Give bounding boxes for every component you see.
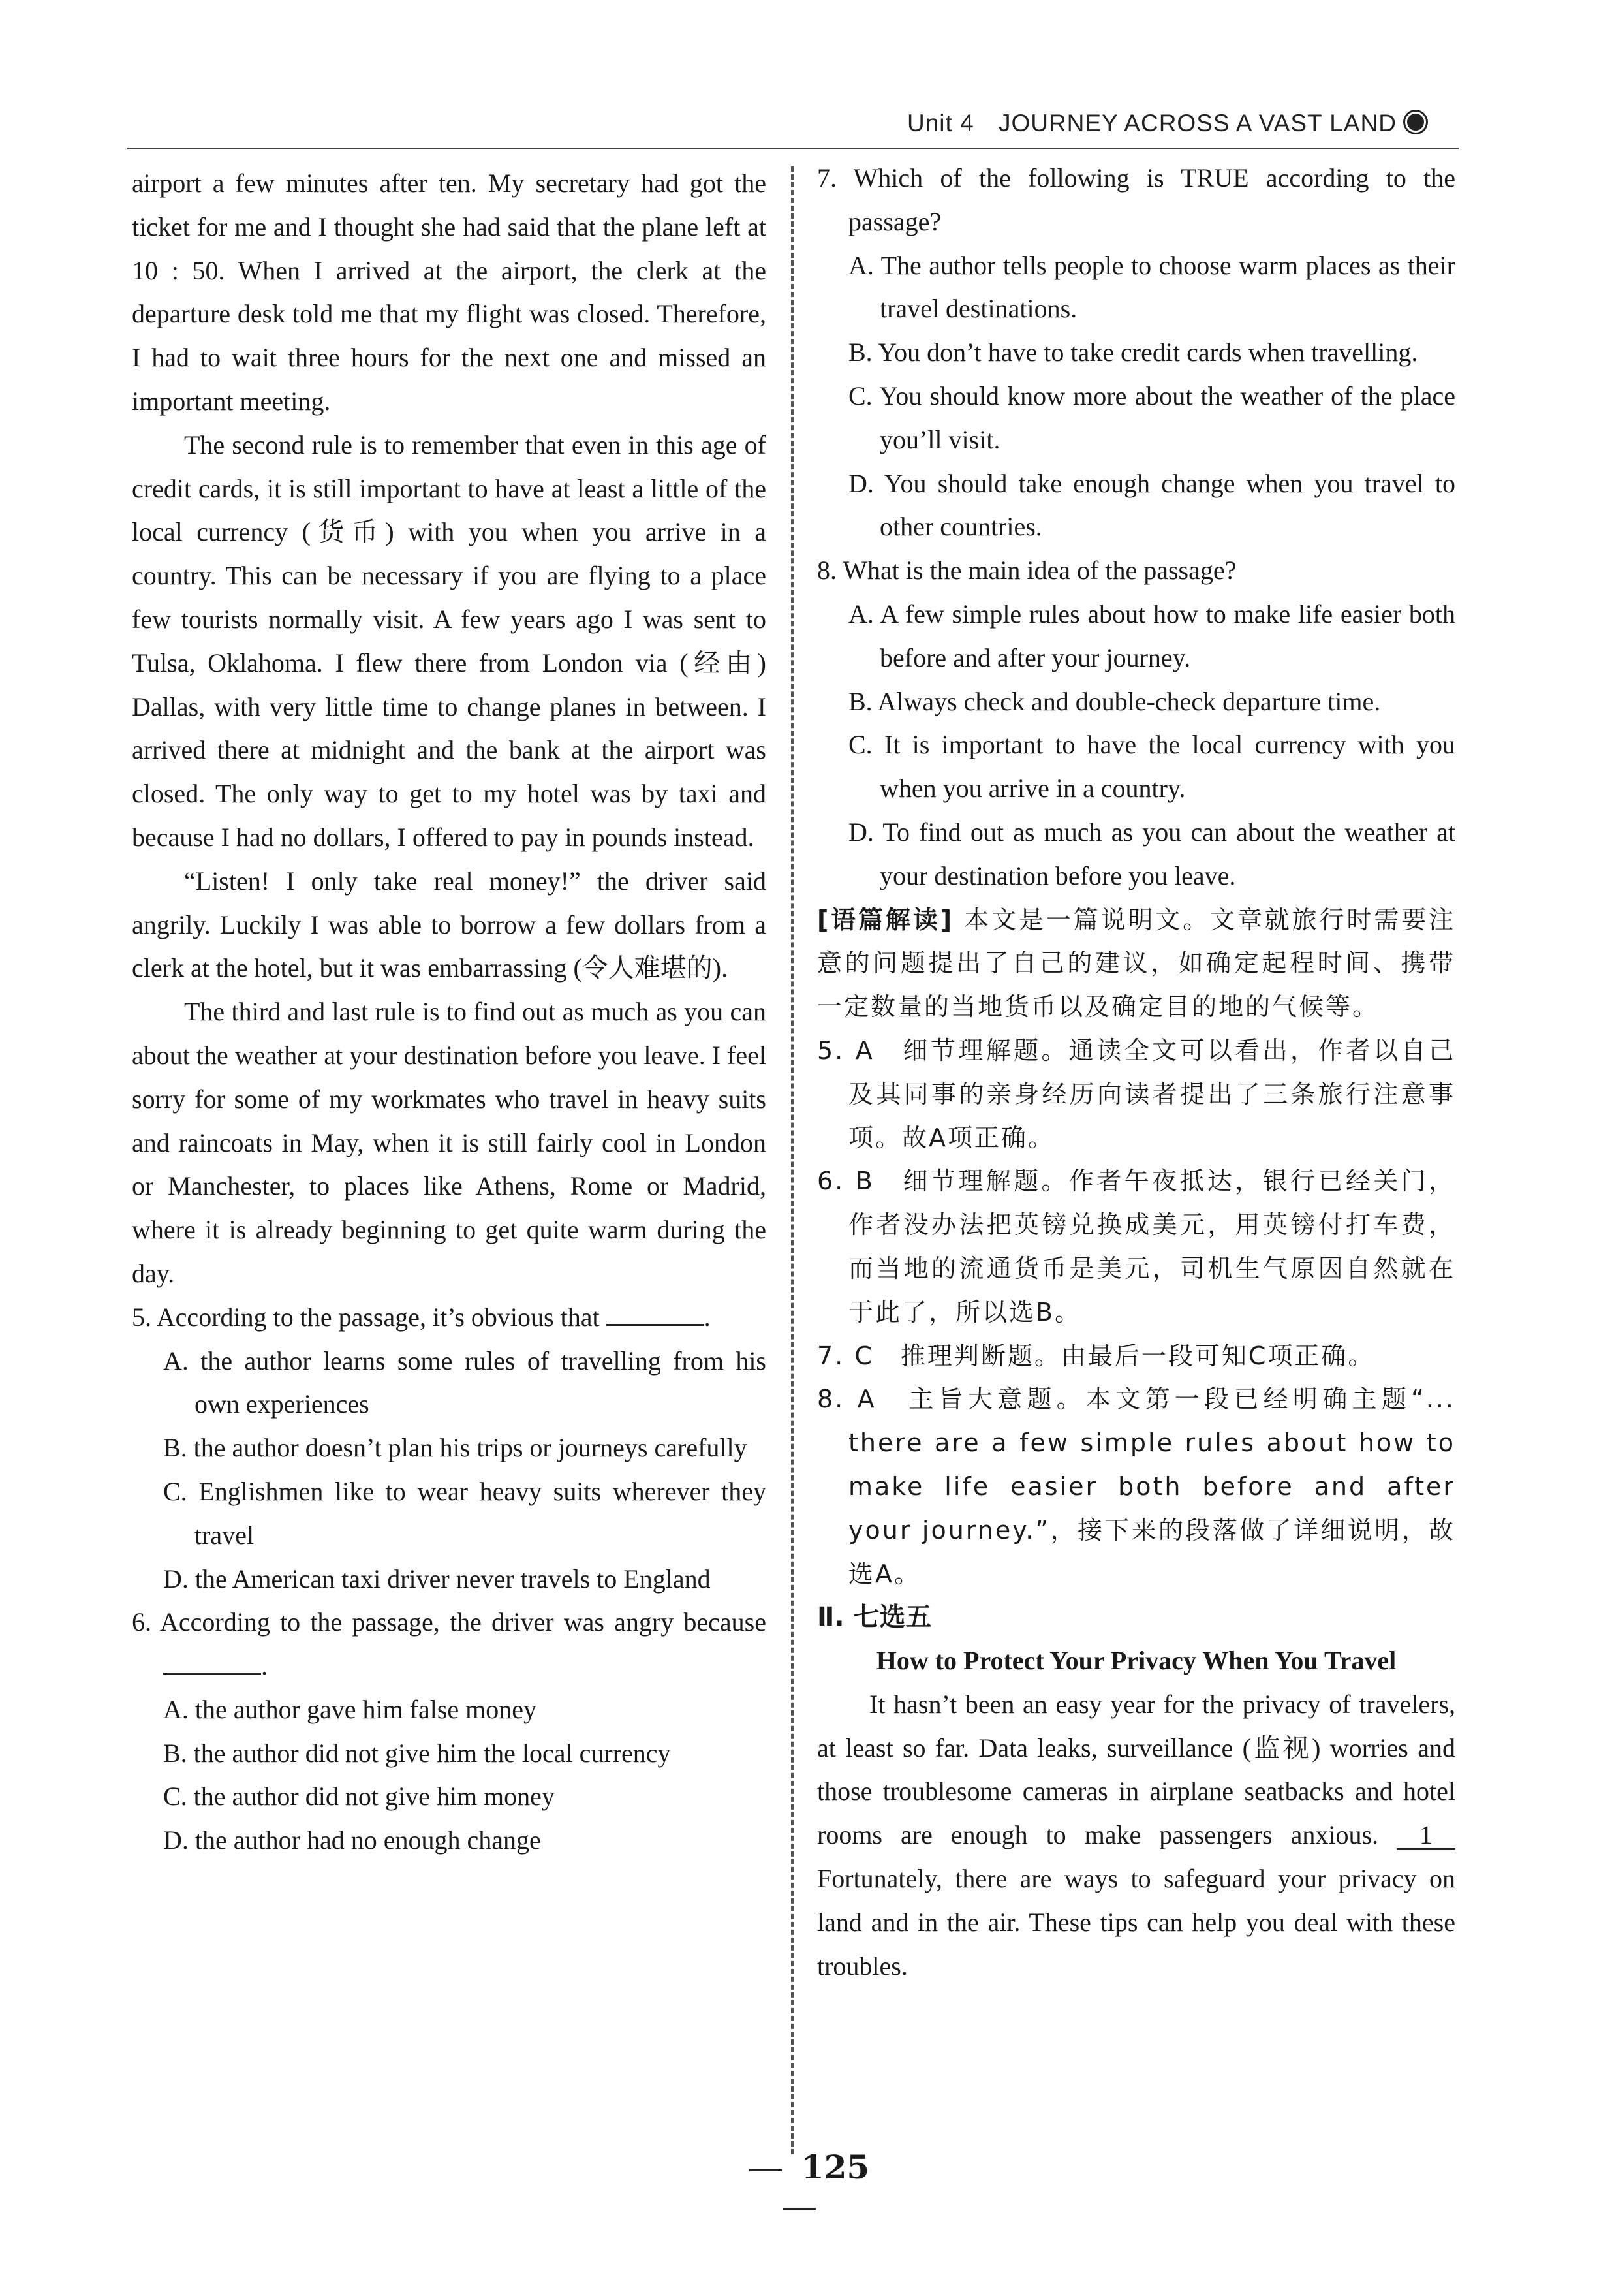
passage-analysis bbox=[817, 898, 1455, 1029]
question-5-option-b: B. the author doesn’t plan his trips or journeys carefully bbox=[163, 1433, 747, 1463]
running-header bbox=[907, 110, 1442, 137]
right-column bbox=[817, 157, 1455, 1988]
bullet-icon bbox=[1405, 112, 1426, 133]
header-rule bbox=[127, 148, 1459, 149]
section-heading: Ⅱ. 七选五 bbox=[817, 1602, 932, 1633]
question-6: 6. According to the passage, the driver was angry because . bbox=[132, 1607, 766, 1681]
article-paragraph: It hasn’t been an easy year for the privacy of travelers, at least so far. Data leaks, surveillance (监视) worries and those troublesome cameras in airplane seatbacks and hotel rooms are enough to make passengers anxious. 1 Fortunately, there are ways to safeguard your privacy on land and in the air. These tips can help you deal with these troubles. bbox=[817, 1689, 1455, 1981]
question-5-option-c: C. Englishmen like to wear heavy suits wherever they travel bbox=[163, 1476, 766, 1550]
paragraph-2: The second rule is to remember that even in this age of credit cards, it is still important to have at least a little of the local currency (货币) with you when you arrive in a country. This can be necessary if you are flying to a place few tourists normally visit. A few years ago I was sent to Tulsa, Oklahoma. I flew there from London via (经由) Dallas, with very little time to change planes in between. I arrived there at midnight and the bank at the airport was closed. The only way to get to my hotel was by taxi and because I had no dollars, I offered to pay in pounds instead. bbox=[132, 430, 766, 852]
question-6-option-d: D. the author had no enough change bbox=[163, 1825, 541, 1855]
question-8-option-a: A. A few simple rules about how to make life easier both before and after your journey. bbox=[848, 599, 1455, 672]
question-6-option-c: C. the author did not give him money bbox=[163, 1782, 555, 1812]
question-5-option-d: D. the American taxi driver never travels to England bbox=[163, 1564, 711, 1594]
answer-5: 5. A 细节理解题。通读全文可以看出，作者以自己及其同事的亲身经历向读者提出了三条旅行注意事项。故A项正确。 bbox=[817, 1035, 1455, 1152]
question-7-option-b: B. You don’t have to take credit cards when travelling. bbox=[848, 338, 1418, 368]
article-title: How to Protect Your Privacy When You Travel bbox=[876, 1646, 1397, 1676]
answer-blank bbox=[606, 1300, 704, 1326]
paragraph-3: “Listen! I only take real money!” the driver said angrily. Luckily I was able to borrow a few dollars from a clerk at the hotel, but it was embarrassing (令人难堪的). bbox=[132, 866, 766, 983]
question-5-option-a: A. the author learns some rules of travelling from his own experiences bbox=[163, 1345, 766, 1419]
question-8-stem: 8. What is the main idea of the passage? bbox=[817, 556, 1237, 586]
question-5-stem: 5. According to the passage, it’s obvious that bbox=[132, 1302, 600, 1332]
answer-blank bbox=[163, 1649, 261, 1675]
question-7-option-d: D. You should take enough change when you travel to other countries. bbox=[848, 468, 1455, 542]
question-7-option-c: C. You should know more about the weather of the place you’ll visit. bbox=[848, 381, 1455, 454]
paragraph-4: The third and last rule is to find out as much as you can about the weather at your destination before you leave. I feel sorry for some of my workmates who travel in heavy suits and raincoats in May, when it is still fairly cool in London or Manchester, to places like Athens, Rome or Madrid, where it is already beginning to get quite warm during the day. bbox=[132, 997, 766, 1288]
question-8-option-b: B. Always check and double-check departure time. bbox=[848, 686, 1381, 716]
answer-6: 6. B 细节理解题。作者午夜抵达，银行已经关门，作者没办法把英镑兑换成美元，用英镑付打车费，而当地的流通货币是美元，司机生气原因自然就在于此了，所以选B。 bbox=[817, 1167, 1455, 1327]
page-dash-left bbox=[749, 2169, 782, 2171]
column-divider bbox=[791, 166, 794, 2154]
question-6-option-b: B. the author did not give him the local currency bbox=[163, 1738, 671, 1768]
question-7-option-a: A. The author tells people to choose warm places as their travel destinations. bbox=[848, 250, 1455, 324]
answer-8: 8. A 主旨大意题。本文第一段已经明确主题“... there are a few simple rules about how to make life easier both before and after your journey.”，接下来的段落做了详细说明，故选A。 bbox=[817, 1385, 1455, 1588]
page-number: 125 bbox=[705, 2148, 894, 2225]
analysis-label: [语篇解读] bbox=[817, 905, 954, 934]
blank-1: 1 bbox=[1397, 1822, 1455, 1850]
left-column bbox=[132, 162, 766, 1863]
paragraph-1: airport a few minutes after ten. My secretary had got the ticket for me and I thought she had said that the plane left at 10 : 50. When I arrived at the airport, the clerk at the departure desk told me that my flight was closed. Therefore, I had to wait three hours for the next one and missed an important meeting. bbox=[132, 168, 766, 416]
question-8-option-d: D. To find out as much as you can about the weather at your destination before you leave. bbox=[848, 817, 1455, 890]
question-5: 5. According to the passage, it’s obvious that . bbox=[132, 1296, 766, 1340]
answer-7: 7. C 推理判断题。由最后一段可知C项正确。 bbox=[817, 1341, 1375, 1370]
unit-label: Unit 4 bbox=[907, 110, 974, 136]
question-8-option-c: C. It is important to have the local currency with you when you arrive in a country. bbox=[848, 730, 1455, 804]
question-6-option-a: A. the author gave him false money bbox=[163, 1694, 537, 1724]
page-dash-right bbox=[783, 2208, 816, 2210]
unit-title: JOURNEY ACROSS A VAST LAND bbox=[998, 110, 1397, 136]
question-6-stem: 6. According to the passage, the driver was angry because bbox=[132, 1607, 766, 1637]
question-7-stem: 7. Which of the following is TRUE according to the passage? bbox=[817, 163, 1455, 236]
analysis-text: 本文是一篇说明文。文章就旅行时需要注意的问题提出了自己的建议，如确定起程时间、携带一定数量的当地货币以及确定目的地的气候等。 bbox=[817, 905, 1455, 1022]
